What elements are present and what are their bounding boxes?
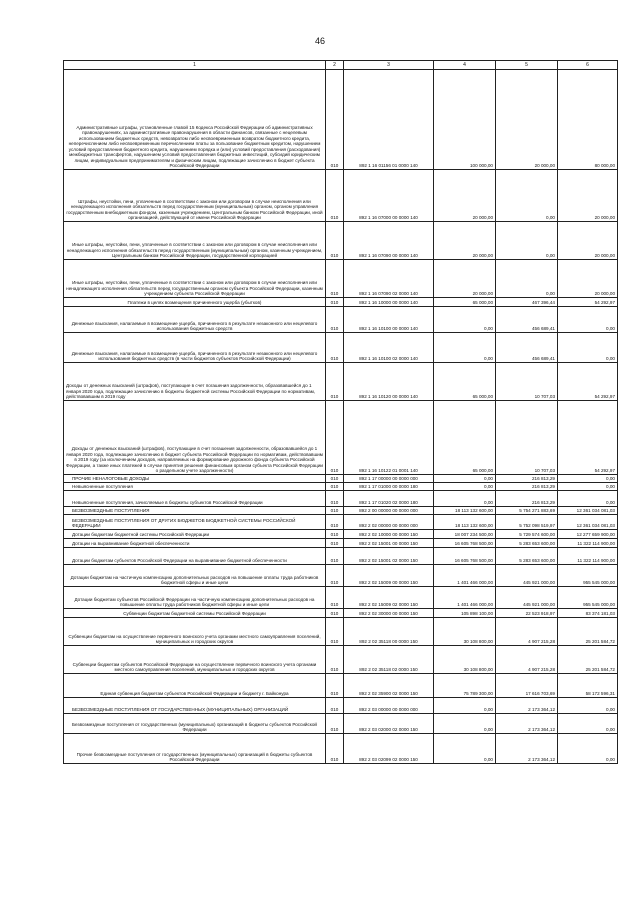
row-plan-cell: 16 605 768 500,00 [434, 548, 496, 565]
row-name-cell: Единая субвенция бюджетам субъектов Российской Федерации и бюджету г. Байконура [64, 674, 326, 698]
table-row [64, 70, 618, 170]
row-kbk-cell: 892 1 17 00000 00 0000 000 [344, 475, 434, 483]
row-code-cell: 010 [326, 714, 344, 734]
row-executed-cell: 22 523 918,97 [496, 609, 558, 618]
row-name-cell: БЕЗВОЗМЕЗДНЫЕ ПОСТУПЛЕНИЯ ОТ ДРУГИХ БЮДЖЕТОВ БЮДЖЕТНОЙ СИСТЕМЫ РОССИЙСКОЙ ФЕДЕРАЦИИ [64, 515, 326, 530]
row-plan-cell: 20 000,00 [434, 260, 496, 298]
row-executed-cell: 5 283 653 600,00 [496, 548, 558, 565]
row-executed-cell: 20 000,00 [496, 70, 558, 170]
row-name-cell: Иные штрафы, неустойки, пени, уплаченные в соответствии с законом или договором в случае неисполнения или ненадлежащего исполнения обязательств перед государственным органом субъекта Российской Федерации, казенным учреждением субъекта Российской Федерации [64, 260, 326, 298]
row-kbk-cell: 892 2 03 02099 02 0000 150 [344, 734, 434, 764]
row-executed-cell: 0,00 [496, 170, 558, 222]
row-name-cell: БЕЗВОЗМЕЗДНЫЕ ПОСТУПЛЕНИЯ [64, 507, 326, 515]
row-code-cell: 010 [326, 587, 344, 609]
row-name-cell: БЕЗВОЗМЕЗДНЫЕ ПОСТУПЛЕНИЯ ОТ ГОСУДАРСТВЕННЫХ (МУНИЦИПАЛЬНЫХ) ОРГАНИЗАЦИЙ [64, 698, 326, 714]
row-executed-cell: 456 689,41 [496, 333, 558, 363]
table-row [64, 491, 618, 507]
row-kbk-cell: 892 1 16 10120 00 0000 140 [344, 363, 434, 401]
row-remaining-cell: 955 545 000,00 [558, 587, 618, 609]
header-cell: 5 [496, 61, 558, 70]
row-kbk-cell: 892 2 03 00000 00 0000 000 [344, 698, 434, 714]
row-name-cell: Субвенции бюджетам субъектов Российской Федерации на осуществление первичного воинского учета органами местного самоуправления поселений, муниципальных и городских округов [64, 646, 326, 674]
row-code-cell: 010 [326, 298, 344, 307]
row-executed-cell: 10 707,03 [496, 363, 558, 401]
row-plan-cell: 0,00 [434, 698, 496, 714]
row-remaining-cell: 58 172 596,31 [558, 674, 618, 698]
row-remaining-cell: 0,00 [558, 491, 618, 507]
row-kbk-cell: 892 1 16 10100 02 0000 140 [344, 333, 434, 363]
row-executed-cell: 445 921 000,00 [496, 565, 558, 587]
table-row [64, 548, 618, 565]
row-remaining-cell: 12 361 034 081,03 [558, 507, 618, 515]
page-number: 46 [314, 36, 325, 46]
row-code-cell: 010 [326, 260, 344, 298]
row-plan-cell: 65 000,00 [434, 363, 496, 401]
header-cell: 4 [434, 61, 496, 70]
row-code-cell: 010 [326, 698, 344, 714]
row-plan-cell: 0,00 [434, 307, 496, 333]
row-plan-cell: 18 113 132 600,00 [434, 507, 496, 515]
row-remaining-cell: 0,00 [558, 333, 618, 363]
table-header-row [64, 61, 618, 70]
row-code-cell: 010 [326, 363, 344, 401]
row-remaining-cell: 11 322 114 900,00 [558, 539, 618, 548]
budget-execution-table [63, 60, 618, 764]
table-row [64, 307, 618, 333]
row-executed-cell: 467 396,44 [496, 298, 558, 307]
row-executed-cell: 5 729 574 600,00 [496, 530, 558, 539]
row-kbk-cell: 892 1 16 01156 01 0000 140 [344, 70, 434, 170]
row-remaining-cell: 11 322 114 900,00 [558, 548, 618, 565]
row-executed-cell: 5 752 098 519,97 [496, 515, 558, 530]
row-remaining-cell: 0,00 [558, 714, 618, 734]
row-plan-cell: 18 113 132 600,00 [434, 515, 496, 530]
row-kbk-cell: 892 2 02 15009 00 0000 150 [344, 565, 434, 587]
row-remaining-cell: 80 000,00 [558, 70, 618, 170]
table-row [64, 401, 618, 475]
table-row [64, 507, 618, 515]
row-kbk-cell: 892 1 16 07090 02 0000 140 [344, 260, 434, 298]
row-code-cell: 010 [326, 491, 344, 507]
row-executed-cell: 445 921 000,00 [496, 587, 558, 609]
row-code-cell: 010 [326, 70, 344, 170]
row-name-cell: Дотации бюджетам субъектов Российской Федерации на частичную компенсацию дополнительных расходов на повышение оплаты труда работников бюджетной сферы и иные цели [64, 587, 326, 609]
row-code-cell: 010 [326, 515, 344, 530]
row-code-cell: 010 [326, 307, 344, 333]
row-name-cell: Дотации бюджетам субъектов Российской Федерации на выравнивание бюджетной обеспеченности [64, 548, 326, 565]
table-row [64, 530, 618, 539]
row-name-cell: Доходы от денежных взысканий (штрафов), поступающие в счет погашения задолженности, образовавшейся до 1 января 2020 года, подлежащие зачислению в бюджеты бюджетной системы Российской Федерации по нормативам, действовавшим в 2019 году [64, 363, 326, 401]
row-code-cell: 010 [326, 222, 344, 260]
row-executed-cell: 5 283 653 600,00 [496, 539, 558, 548]
row-code-cell: 010 [326, 548, 344, 565]
table-row [64, 260, 618, 298]
row-plan-cell: 75 789 300,00 [434, 674, 496, 698]
row-kbk-cell: 892 2 03 02000 02 0000 150 [344, 714, 434, 734]
row-remaining-cell: 0,00 [558, 698, 618, 714]
row-kbk-cell: 892 1 17 01000 00 0000 180 [344, 483, 434, 491]
row-plan-cell: 30 108 800,00 [434, 646, 496, 674]
row-code-cell: 010 [326, 170, 344, 222]
row-executed-cell: 17 616 703,69 [496, 674, 558, 698]
row-executed-cell: 4 907 215,28 [496, 618, 558, 646]
row-plan-cell: 65 000,00 [434, 298, 496, 307]
row-code-cell: 010 [326, 539, 344, 548]
row-executed-cell: 216 813,29 [496, 483, 558, 491]
row-plan-cell: 0,00 [434, 475, 496, 483]
row-plan-cell: 0,00 [434, 734, 496, 764]
row-code-cell: 010 [326, 507, 344, 515]
row-plan-cell: 30 108 800,00 [434, 618, 496, 646]
table-row [64, 674, 618, 698]
table-row [64, 714, 618, 734]
row-plan-cell: 18 007 234 500,00 [434, 530, 496, 539]
row-name-cell: Административные штрафы, установленные главой 15 Кодекса Российской Федерации об административных правонарушениях, за административные правонарушения в области финансов, связанные с нецелевым использованием бюджетных средств, невозвратом либо несвоевременным возвратом бюджетного кредита, неперечислением либо несвоевременным перечислением платы за пользование бюджетным кредитом, нарушением условий предоставления бюджетного кредита, нарушением порядка и (или) условий предоставления (расходования) межбюджетных трансфертов, нарушением условий предоставления бюджетных инвестиций, субсидий юридическим лицам, индивидуальным предпринимателям и физическим лицам, подлежащие зачислению в бюджет субъекта Российской Федерации [64, 70, 326, 170]
row-plan-cell: 100 000,00 [434, 70, 496, 170]
row-remaining-cell: 955 545 000,00 [558, 565, 618, 587]
row-code-cell: 010 [326, 475, 344, 483]
row-plan-cell: 1 401 466 000,00 [434, 587, 496, 609]
row-kbk-cell: 892 1 16 10122 01 0001 140 [344, 401, 434, 475]
table-row [64, 698, 618, 714]
table-row [64, 734, 618, 764]
row-executed-cell: 5 754 271 883,69 [496, 507, 558, 515]
table-row [64, 222, 618, 260]
header-cell: 2 [326, 61, 344, 70]
row-remaining-cell: 54 292,97 [558, 401, 618, 475]
row-kbk-cell: 892 2 02 35118 02 0000 150 [344, 646, 434, 674]
row-remaining-cell: 12 361 034 081,03 [558, 515, 618, 530]
row-code-cell: 010 [326, 734, 344, 764]
table-row [64, 646, 618, 674]
row-kbk-cell: 892 2 02 00000 00 0000 000 [344, 515, 434, 530]
row-plan-cell: 105 898 100,00 [434, 609, 496, 618]
table-row [64, 170, 618, 222]
row-remaining-cell: 25 201 584,72 [558, 646, 618, 674]
row-plan-cell: 20 000,00 [434, 222, 496, 260]
row-name-cell: Невыясненные поступления [64, 483, 326, 491]
row-plan-cell: 65 000,00 [434, 401, 496, 475]
row-remaining-cell: 0,00 [558, 483, 618, 491]
row-plan-cell: 0,00 [434, 714, 496, 734]
row-plan-cell: 0,00 [434, 491, 496, 507]
row-name-cell: Платежи в целях возмещения причиненного ущерба (убытков) [64, 298, 326, 307]
row-name-cell: Субвенции бюджетам на осуществление первичного воинского учета органами местного самоуправления поселений, муниципальных и городских округов [64, 618, 326, 646]
row-code-cell: 010 [326, 401, 344, 475]
table-row [64, 618, 618, 646]
row-remaining-cell: 0,00 [558, 307, 618, 333]
table-row [64, 515, 618, 530]
row-kbk-cell: 892 1 17 01020 02 0000 180 [344, 491, 434, 507]
row-code-cell: 010 [326, 674, 344, 698]
row-name-cell: Прочие безвозмездные поступления от государственных (муниципальных) организаций в бюджеты субъектов Российской Федерации [64, 734, 326, 764]
row-kbk-cell: 892 1 16 07090 00 0000 140 [344, 222, 434, 260]
row-name-cell: Штрафы, неустойки, пени, уплаченные в соответствии с законом или договором в случае неисполнения или ненадлежащего исполнения обязательств перед государственным (муниципальным) органом, органом управления государственным внебюджетным фондом, казенным учреждением, Центральным банком Российской Федерации, иной организацией, действующей от имени Российской Федерации [64, 170, 326, 222]
row-remaining-cell: 25 201 584,72 [558, 618, 618, 646]
row-executed-cell: 2 173 364,12 [496, 714, 558, 734]
table-row [64, 539, 618, 548]
row-executed-cell: 216 813,29 [496, 491, 558, 507]
row-name-cell: Денежные взыскания, налагаемые в возмещение ущерба, причиненного в результате незаконного или нецелевого использования бюджетных средств [64, 307, 326, 333]
row-executed-cell: 216 813,29 [496, 475, 558, 483]
table-row [64, 475, 618, 483]
row-kbk-cell: 892 2 02 15009 02 0000 150 [344, 587, 434, 609]
row-remaining-cell: 12 277 659 900,00 [558, 530, 618, 539]
row-name-cell: Дотации бюджетам на частичную компенсацию дополнительных расходов на повышение оплаты труда работников бюджетной сферы и иные цели [64, 565, 326, 587]
row-name-cell: Субвенции бюджетам бюджетной системы Российской Федерации [64, 609, 326, 618]
row-plan-cell: 20 000,00 [434, 170, 496, 222]
row-executed-cell: 2 173 364,12 [496, 734, 558, 764]
header-cell: 6 [558, 61, 618, 70]
row-code-cell: 010 [326, 618, 344, 646]
row-kbk-cell: 892 2 02 35118 00 0000 150 [344, 618, 434, 646]
row-remaining-cell: 20 000,00 [558, 260, 618, 298]
row-kbk-cell: 892 1 16 07000 00 0000 140 [344, 170, 434, 222]
row-executed-cell: 0,00 [496, 222, 558, 260]
row-code-cell: 010 [326, 646, 344, 674]
row-kbk-cell: 892 1 16 10100 00 0000 140 [344, 307, 434, 333]
table-row [64, 363, 618, 401]
row-plan-cell: 0,00 [434, 333, 496, 363]
table-row [64, 609, 618, 618]
row-kbk-cell: 892 2 02 10000 00 0000 150 [344, 530, 434, 539]
row-plan-cell: 0,00 [434, 483, 496, 491]
row-kbk-cell: 892 2 02 35900 02 0000 150 [344, 674, 434, 698]
row-code-cell: 010 [326, 565, 344, 587]
row-remaining-cell: 0,00 [558, 475, 618, 483]
row-name-cell: Дотации бюджетам бюджетной системы Российской Федерации [64, 530, 326, 539]
row-kbk-cell: 892 1 16 10000 00 0000 140 [344, 298, 434, 307]
row-name-cell: Невыясненные поступления, зачисляемые в бюджеты субъектов Российской Федерации [64, 491, 326, 507]
row-name-cell: Безвозмездные поступления от государственных (муниципальных) организаций в бюджеты субъектов Российской Федерации [64, 714, 326, 734]
row-kbk-cell: 892 2 00 00000 00 0000 000 [344, 507, 434, 515]
row-remaining-cell: 54 292,97 [558, 298, 618, 307]
row-name-cell: Иные штрафы, неустойки, пени, уплаченные в соответствии с законом или договором в случае неисполнения или ненадлежащего исполнения обязательств перед государственным (муниципальным) органом, казенным учреждением, Центральным банком Российской Федерации, государственной корпорацией [64, 222, 326, 260]
row-executed-cell: 0,00 [496, 260, 558, 298]
row-remaining-cell: 0,00 [558, 734, 618, 764]
row-name-cell: Дотации на выравнивание бюджетной обеспеченности [64, 539, 326, 548]
row-code-cell: 010 [326, 333, 344, 363]
table-row [64, 333, 618, 363]
table-row [64, 565, 618, 587]
header-cell: 3 [344, 61, 434, 70]
row-executed-cell: 456 689,41 [496, 307, 558, 333]
row-remaining-cell: 20 000,00 [558, 222, 618, 260]
row-remaining-cell: 54 292,97 [558, 363, 618, 401]
table-row [64, 587, 618, 609]
table-row [64, 298, 618, 307]
row-plan-cell: 1 401 466 000,00 [434, 565, 496, 587]
row-remaining-cell: 20 000,00 [558, 170, 618, 222]
row-executed-cell: 2 173 364,12 [496, 698, 558, 714]
row-kbk-cell: 892 2 02 30000 00 0000 150 [344, 609, 434, 618]
row-code-cell: 010 [326, 483, 344, 491]
row-kbk-cell: 892 2 02 15001 00 0000 150 [344, 539, 434, 548]
header-cell: 1 [64, 61, 326, 70]
row-remaining-cell: 83 374 181,03 [558, 609, 618, 618]
row-name-cell: Денежные взыскания, налагаемые в возмещение ущерба, причиненного в результате незаконного или нецелевого использования бюджетных средств (в части бюджетов субъектов Российской Федерации) [64, 333, 326, 363]
row-code-cell: 010 [326, 530, 344, 539]
table-row [64, 483, 618, 491]
row-kbk-cell: 892 2 02 15001 02 0000 150 [344, 548, 434, 565]
row-executed-cell: 10 707,03 [496, 401, 558, 475]
row-name-cell: Доходы от денежных взысканий (штрафов), поступающие в счет погашения задолженности, образовавшейся до 1 января 2020 года, подлежащие зачислению в бюджет субъекта Российской Федерации по нормативам, действовавшим в 2019 году (за исключением доходов, направляемых на формирование дорожного фонда субъекта Российской Федерации, а также иных платежей в случае принятия решения финансовым органом субъекта Российской Федерации о раздельном учете задолженности) [64, 401, 326, 475]
row-code-cell: 010 [326, 609, 344, 618]
row-executed-cell: 4 907 215,28 [496, 646, 558, 674]
row-name-cell: ПРОЧИЕ НЕНАЛОГОВЫЕ ДОХОДЫ [64, 475, 326, 483]
row-plan-cell: 16 605 768 500,00 [434, 539, 496, 548]
